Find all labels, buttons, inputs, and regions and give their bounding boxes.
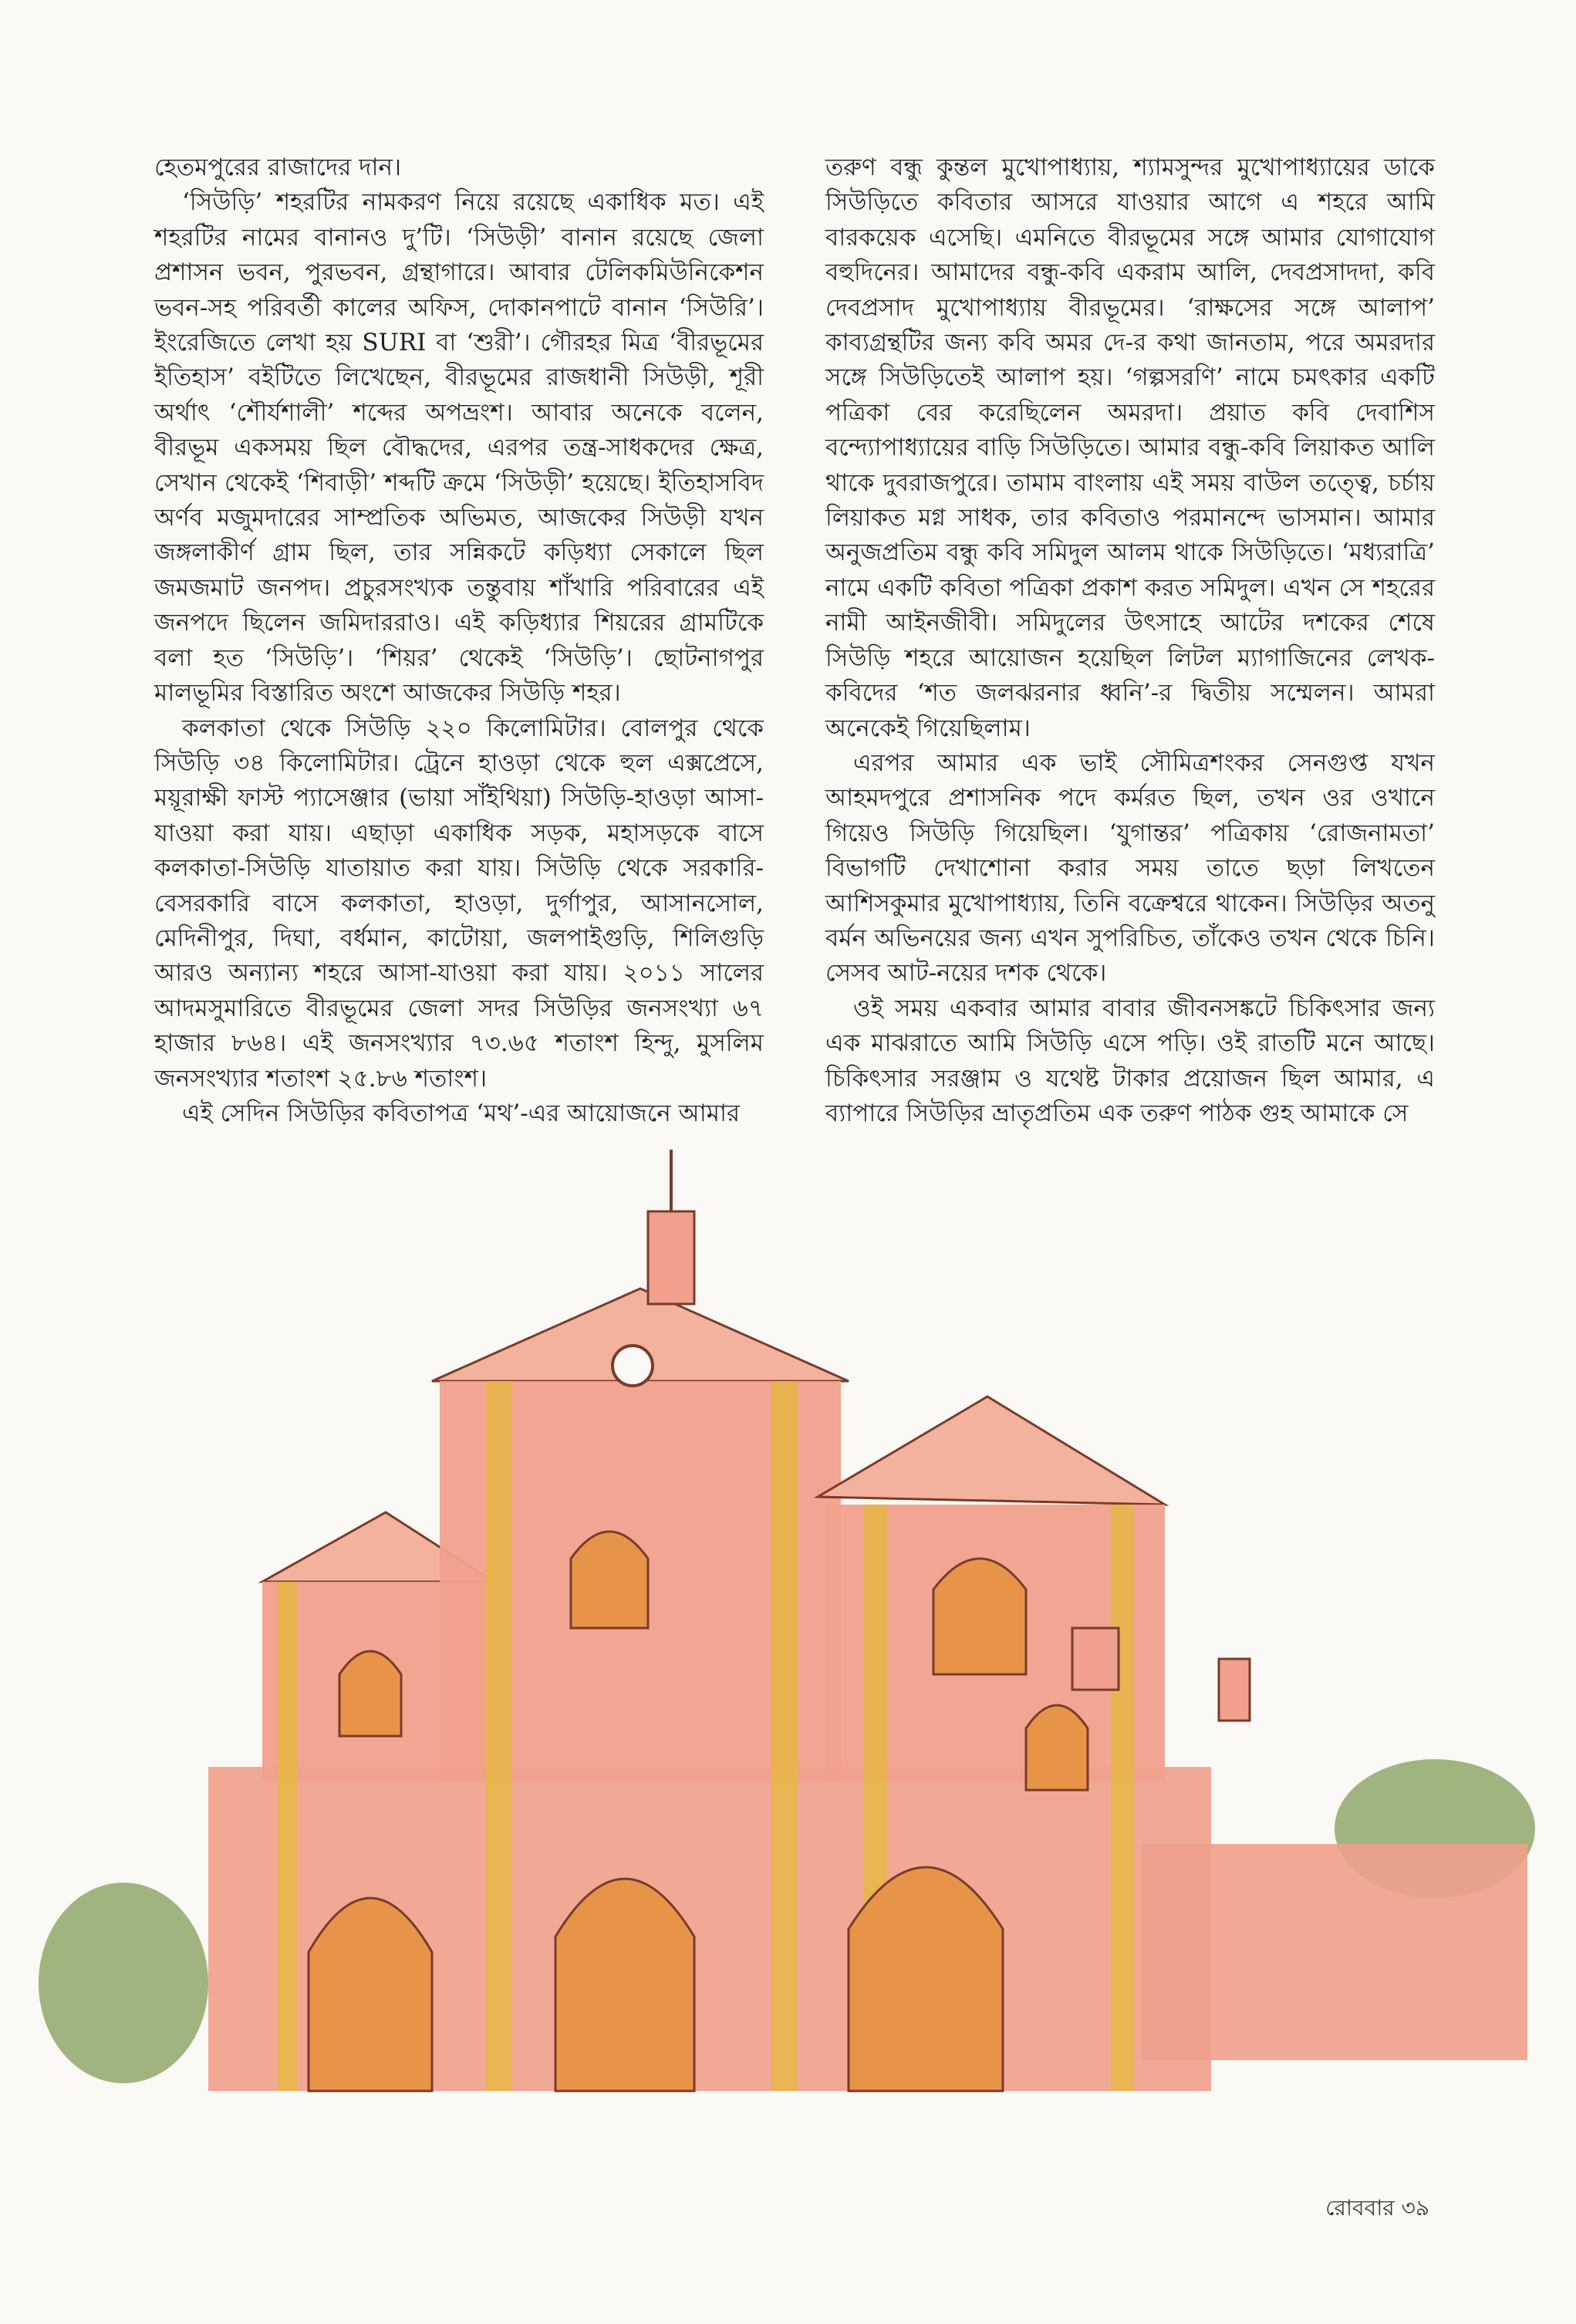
paragraph: কলকাতা থেকে সিউড়ি ২২০ কিলোমিটার। বোলপুর থেকে সিউড়ি ৩৪ কিলোমিটার। ট্রেনে হাওড়া থেকে হুল এক্সপ্রেসে, ময়ূরাক্ষী ফাস্ট প্যাসেঞ্জার (ভায়া সাঁইথিয়া) সিউড়ি-হাওড়া আসা-যাওয়া করা যায়। এছাড়া একাধিক সড়ক, মহাসড়কে বাসে কলকাতা-সিউড়ি যাতায়াত করা যায়। সিউড়ি থেকে সরকারি-বেসরকারি বাসে কলকাতা, হাওড়া, দুর্গাপুর, আসানসোল, মেদিনীপুর, দিঘা, বর্ধমান, কাটোয়া, জলপাইগুড়ি, শিলিগুড়ি আরও অন্যান্য শহরে আসা-যাওয়া করা যায়। ২০১১ সালের আদমসুমারিতে বীরভূমের জেলা সদর সিউড়ির জনসংখ্যা ৬৭ হাজার ৮৬৪। এই জনসংখ্যার ৭৩.৬৫ শতাংশ হিন্দু, মুসলিম জনসংখ্যার শতাংশ ২৫.৮৬ শতাংশ। [154, 714, 764, 1093]
arched-doorway [555, 1879, 694, 2091]
arched-window [1026, 1705, 1088, 1790]
arched-window [933, 1559, 1026, 1674]
pilaster [486, 1381, 512, 2091]
round-window [613, 1346, 653, 1386]
tower-turret [648, 1211, 694, 1304]
paragraph: তরুণ বন্ধু কুন্তল মুখোপাধ্যায়, শ্যামসুন্দর মুখোপাধ্যায়ের ডাকে সিউড়িতে কবিতার আসরে যাওয়ার আগে এ শহরে আমি বারকয়েক এসেছি। এমনিতে বীরভূমের সঙ্গে আমার যোগাযোগ বহুদিনের। আমাদের বন্ধু-কবি একরাম আলি, দেবপ্রসাদদা, কবি দেবপ্রসাদ মুখোপাধ্যায় বীরভূমের। ‘রাক্ষসের সঙ্গে আলাপ’ কাব্যগ্রন্থটির জন্য কবি অমর দে-র কথা জানতাম, পরে অমরদার সঙ্গে সিউড়িতেই আলাপ হয়। ‘গল্পসরণি’ নামে চমৎকার একটি পত্রিকা বের করেছিলেন অমরদা। প্রয়াত কবি দেবাশিস বন্দ্যোপাধ্যায়ের বাড়ি সিউড়িতে। আমার বন্ধু-কবি লিয়াকত আলি থাকে দুবরাজপুরে। তামাম বাংলায় এই সময় বাউল তত্ত্বে, চর্চায় লিয়াকত মগ্ন সাধক, তার কবিতাও পরমানন্দে ভাসমান। আমার অনুজপ্রতিম বন্ধু কবি সমিদুল আলম থাকে সিউড়িতে। ‘মধ্যরাত্রি’ নামে একটি কবিতা পত্রিকা প্রকাশ করত সমিদুল। এখন সে শহরের নামী আইনজীবী। সমিদুলের উৎসাহে আটের দশকের শেষে সিউড়ি শহরে আয়োজন হয়েছিল লিটল ম্যাগাজিনের লেখক-কবিদের ‘শত জলঝরনার ধ্বনি’-র দ্বিতীয় সম্মেলন। আমরা অনেকেই গিয়েছিলাম। [825, 154, 1435, 742]
article-body [154, 150, 1435, 1138]
right-wing-gable [818, 1397, 1165, 1505]
pilaster [278, 1582, 298, 2091]
arched-window [339, 1651, 401, 1736]
column-left [154, 150, 764, 1138]
arched-window [571, 1532, 648, 1628]
pilaster [1111, 1505, 1134, 2091]
paragraph: এই সেদিন সিউড়ির কবিতাপত্র ‘মথ’-এর আয়োজনে আমার [182, 1099, 741, 1127]
page-footer: রোববার ৩৯ [1325, 2195, 1429, 2221]
chimney [1072, 1628, 1119, 1690]
column-right [825, 150, 1435, 1138]
paragraph: হেতমপুরের রাজাদের দান। [154, 154, 402, 181]
arched-doorway [849, 1867, 1003, 2091]
arched-doorway [309, 1898, 432, 2091]
paragraph: ওই সময় একবার আমার বাবার জীবনসঙ্কটে চিকিৎসার জন্য এক মাঝরাতে আমি সিউড়ি এসে পড়ি। ওই রাতটি মনে আছে। চিকিৎসার সরঞ্জাম ও যথেষ্ট টাকার প্রয়োজন ছিল আমার, এ ব্যাপারে সিউড়ির ভ্রাতৃপ্রতিম এক তরুণ পাঠক গুহ আমাকে সে [825, 994, 1435, 1127]
left-bush [39, 1883, 208, 2083]
pilaster [771, 1381, 798, 2091]
building-illustration [31, 1150, 1543, 2153]
paragraph: ‘সিউড়ি’ শহরটির নামকরণ নিয়ে রয়েছে একাধিক মত। এই শহরটির নামের বানানও দু’টি। ‘সিউড়ী’ বানান রয়েছে জেলা প্রশাসন ভবন, পুরভবন, গ্রন্থাগারে। আবার টেলিকমিউনিকেশন ভবন-সহ পরিবর্তী কালের অফিস, দোকানপাটে বানান ‘সিউরি’। ইংরেজিতে লেখা হয় SURI বা ‘শুরী’। গৌরহর মিত্র ‘বীরভূমের ইতিহাস’ বইটিতে লিখেছেন, বীরভূমের রাজধানী সিউড়ী, শূরী অর্থাৎ ‘শৌর্যশালী’ শব্দের অপভ্রংশ। আবার অনেকে বলেন, বীরভূম একসময় ছিল বৌদ্ধদের, এরপর তন্ত্র-সাধকদের ক্ষেত্র, সেখান থেকেই ‘শিবাড়ী’ শব্দটি ক্রমে ‘সিউড়ী’ হয়েছে। ইতিহাসবিদ অর্ণব মজুমদারের সাম্প্রতিক অভিমত, আজকের সিউড়ী যখন জঙ্গলাকীর্ণ গ্রাম ছিল, তার সন্নিকটে কড়িধ্যা সেকালে ছিল জমজমাট জনপদ। প্রচুরসংখ্যক তন্তুবায় শাঁখারি পরিবারের এই জনপদে ছিলেন জমিদাররাও। এই কড়িধ্যার শিয়রের গ্রামটিকে বলা হত ‘সিউড়ি’। ‘শিয়র’ থেকেই ‘সিউড়ি’। ছোটনাগপুর মালভূমির বিস্তারিত অংশে আজকের সিউড়ি শহর। [154, 188, 764, 708]
paragraph: এরপর আমার এক ভাই সৌমিত্রশংকর সেনগুপ্ত যখন আহমদপুরে প্রশাসনিক পদে কর্মরত ছিল, তখন ওর ওখানে গিয়েও সিউড়ি গিয়েছিল। ‘যুগান্তর’ পত্রিকায় ‘রোজনামতা’ বিভাগটি দেখাশোনা করার সময় তাতে ছড়া লিখতেন আশিসকুমার মুখোপাধ্যায়, তিনি বক্রেশ্বরে থাকেন। সিউড়ির অতনু বর্মন অভিনয়ের জন্য এখন সুপরিচিত, তাঁকেও তখন থেকে চিনি। সেসব আট-নয়ের দশক থেকে। [825, 748, 1435, 988]
chimney [1219, 1659, 1250, 1721]
